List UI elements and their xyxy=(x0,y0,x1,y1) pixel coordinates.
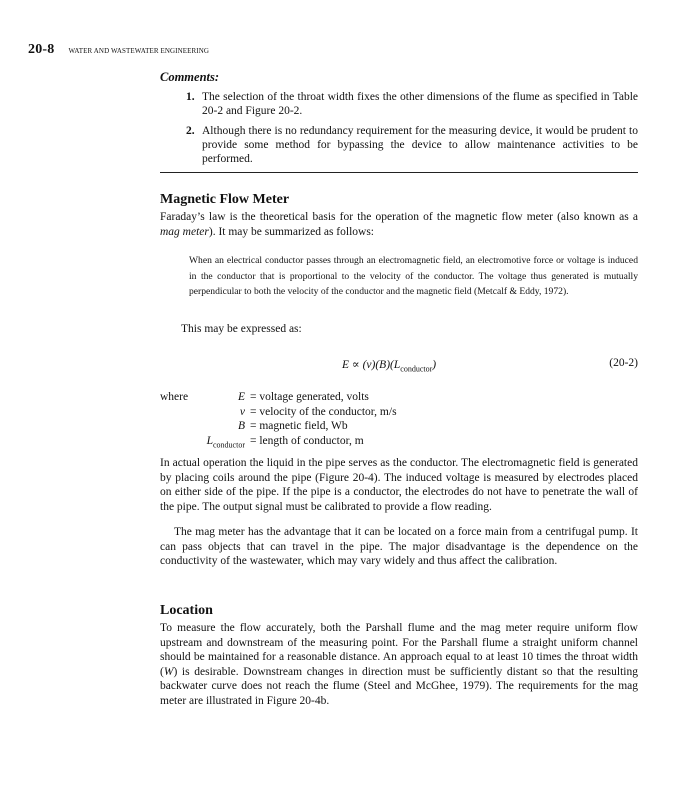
definition-text: = velocity of the conductor, m/s xyxy=(250,405,397,418)
definition-symbol: E xyxy=(237,391,245,403)
definition-symbol: B xyxy=(237,420,245,433)
comments-label: Comments: xyxy=(160,70,220,84)
definition-text: = length of conductor, m xyxy=(250,434,364,447)
comment-text: Although there is no redundancy requirement for the measuring device, it would be prudent to provide some method for bypassing the device to allow maintenance activities to be performed. xyxy=(202,125,638,165)
mag-meter-paragraph-1: In actual operation the liquid in the pipe serves as the conductor. The electromagnetic field is generated by placing coils around the pipe (Figure 20-4). The induced voltage is measured by electrodes placed on either side of the pipe. If the pipe is a conductor, the electrodes do not have to penetrate the wall of the pipe. The output signal must be calibrated to provide a flow reading. xyxy=(160,457,638,513)
definition-symbol: v xyxy=(239,405,245,418)
mag-meter-intro: Faraday’s law is the theoretical basis for the operation of the magnetic flow meter (also known as a mag meter). It may be summarized as follows: xyxy=(160,211,638,238)
book-title: WATER AND WASTEWATER ENGINEERING xyxy=(68,47,209,55)
definition-text: = voltage generated, volts xyxy=(250,391,369,403)
comment-number: 2. xyxy=(186,125,195,137)
running-head xyxy=(28,40,209,58)
express-intro: This may be expressed as: xyxy=(181,323,302,335)
faraday-quote: When an electrical conductor passes through an electromagnetic field, an electromotive force or voltage is induced in the conductor that is proportional to the velocity of the conductor. The voltage thus generated is mutually perpendicular to both the velocity of the conductor and the magnetic field (Metcalf & Eddy, 1972). xyxy=(189,255,638,297)
comment-item xyxy=(160,124,638,166)
definition-row xyxy=(160,390,560,405)
comments-divider xyxy=(160,172,638,173)
section-heading-magnetic-flow-meter: Magnetic Flow Meter xyxy=(160,192,290,207)
definition-row xyxy=(160,405,560,420)
definition-row xyxy=(160,419,560,434)
comment-item xyxy=(160,90,638,118)
comments-list xyxy=(160,90,638,166)
comments-block xyxy=(160,70,638,172)
section-heading-location: Location xyxy=(160,603,213,618)
definition-symbol: $L_{conductor}$ xyxy=(206,434,245,450)
comment-text: The selection of the throat width fixes the other dimensions of the flume as specified in Table 20-2 and Figure 20-2. xyxy=(202,91,638,117)
variable-definitions xyxy=(160,390,560,448)
comment-number: 1. xyxy=(186,91,195,103)
mag-meter-paragraph-2: The mag meter has the advantage that it can be located on a force main from a centrifugal pump. It can pass objects that can travel in the pipe. The major disadvantage is the dependence on the conductivity of the wastewater, which may vary widely and thus affect the calibration. xyxy=(160,526,638,568)
where-label: where xyxy=(160,391,189,403)
definition-text: = magnetic field, Wb xyxy=(250,420,348,433)
equation-20-2: $E \propto (v)(B)(L_{conductor})$ xyxy=(342,359,437,374)
equation-number: (20-2) xyxy=(609,357,638,369)
location-paragraph: To measure the flow accurately, both the Parshall flume and the mag meter require uniform flow upstream and downstream of the measuring point. For the Parshall flume a straight uniform channel should be maintained for a reasonable distance. An approach equal to at least 10 times the throat width (W) is desirable. Downstream changes in direction must be sufficiently distant so that the resulting backwater curve does not reach the flume (Steel and McGhee, 1979). The requirements for the mag meter are illustrated in Figure 20-4b. xyxy=(160,622,638,707)
page-number: 20-8 xyxy=(28,42,55,57)
definition-row xyxy=(160,434,560,449)
